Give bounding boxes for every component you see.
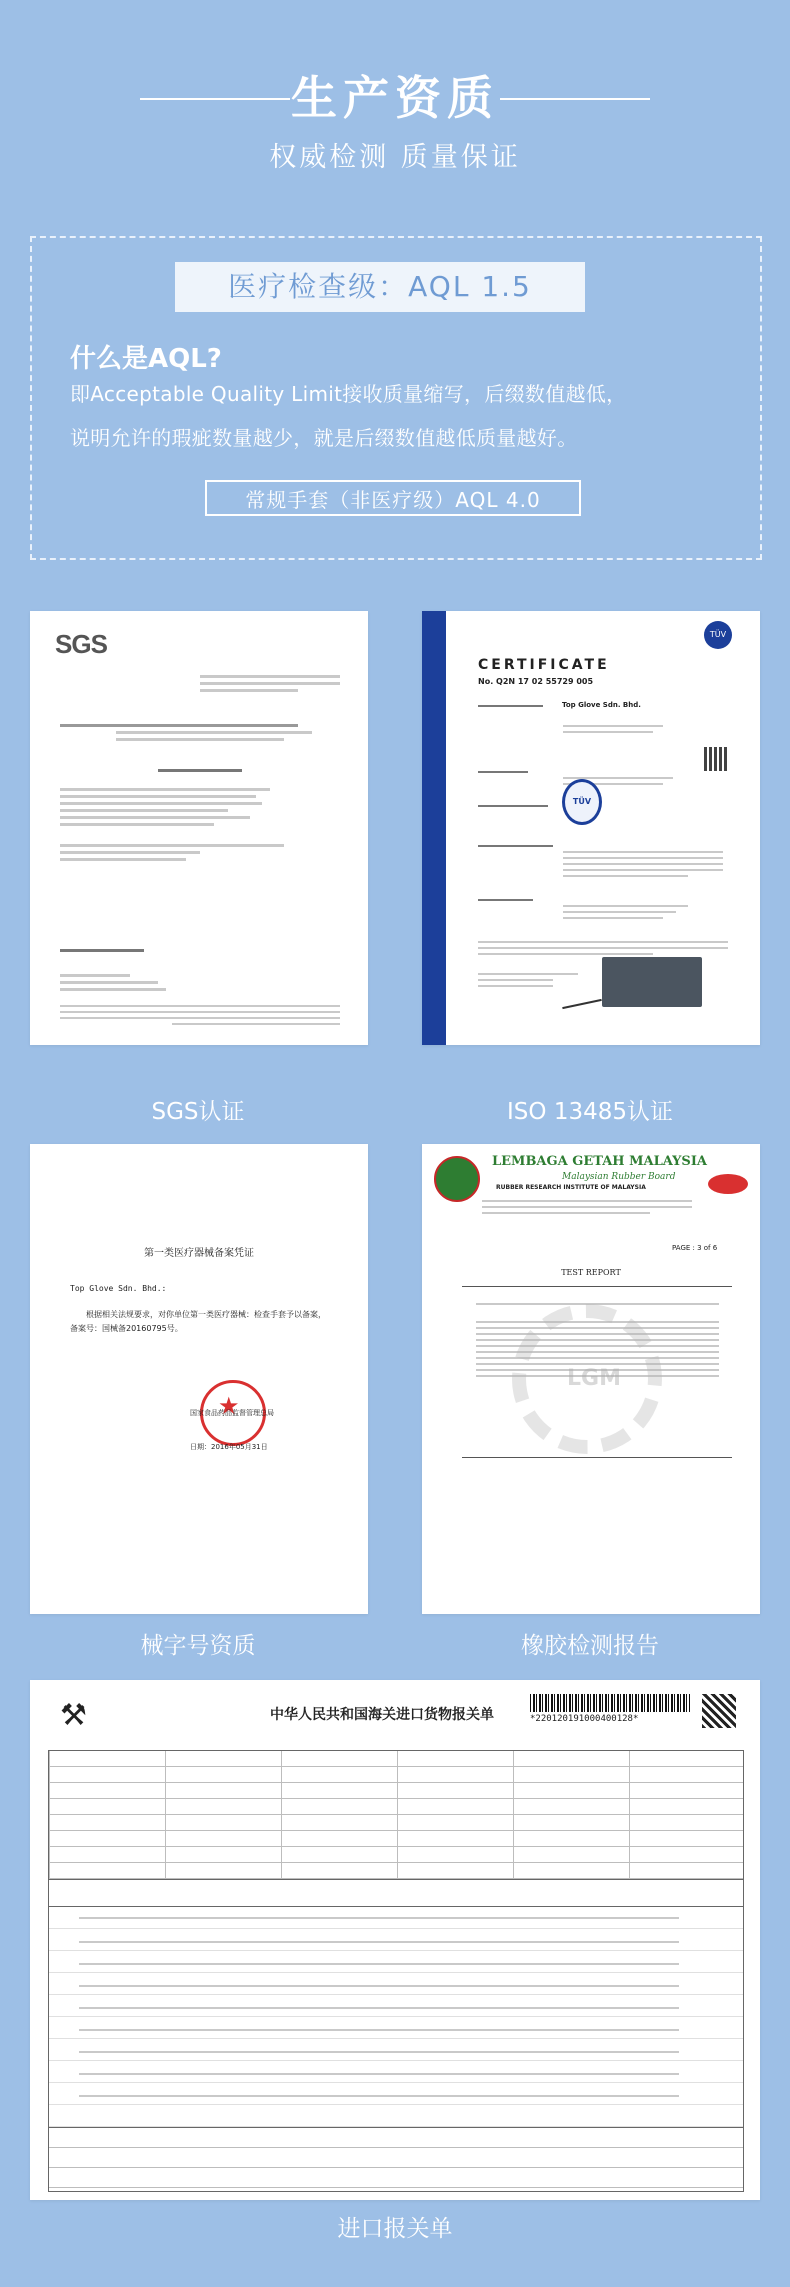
filing-stamp-text: 国家食品药品监督管理总局	[190, 1409, 274, 1417]
sgs-report-body	[60, 671, 340, 1029]
medical-device-filing-image	[30, 1144, 368, 1614]
filing-heading: 第一类医疗器械备案凭证	[144, 1248, 254, 1259]
caption-filing: 械字号资质	[140, 1633, 256, 1659]
customs-qr-icon	[702, 1694, 736, 1728]
iso-heading: CERTIFICATE	[478, 657, 610, 673]
customs-emblem-icon: ⚒	[60, 1698, 87, 1733]
iso-blue-strip	[422, 611, 446, 1045]
caption-customs: 进口报关单	[337, 2216, 453, 2242]
sgs-certificate-image	[30, 611, 368, 1045]
caption-iso: ISO 13485认证	[507, 1099, 673, 1125]
partner-logo-icon	[708, 1174, 748, 1194]
hero-subtitle: 权威检测 质量保证	[269, 142, 521, 173]
tuv-mark-icon: TÜV	[562, 779, 602, 825]
rubber-test-report-image	[422, 1144, 760, 1614]
iso-holder: Top Glove Sdn. Bhd.	[562, 701, 641, 709]
customs-declaration-image	[30, 1680, 760, 2200]
report-title: TEST REPORT	[561, 1268, 621, 1277]
signature	[562, 999, 602, 1009]
filing-company: Top Glove Sdn. Bhd.:	[70, 1284, 167, 1293]
lgm-logo-icon	[434, 1156, 480, 1202]
qr-code-icon	[704, 747, 728, 771]
red-seal-star-icon: ★	[218, 1392, 240, 1420]
watermark-text: LGM	[567, 1366, 621, 1391]
barcode-text: *220120191000400128*	[530, 1714, 639, 1724]
aql-line-2: 说明允许的瑕疵数量越少，就是后缀数值越低质量越好。	[70, 426, 578, 450]
report-page: PAGE : 3 of 6	[672, 1244, 718, 1252]
hologram-sticker	[602, 957, 702, 1007]
aql-badge: 医疗检查级：AQL 1.5	[175, 262, 585, 312]
barcode-icon	[530, 1694, 690, 1712]
org-subtitle: Malaysian Rubber Board	[562, 1172, 676, 1182]
caption-sgs: SGS认证	[151, 1099, 245, 1125]
filing-body: 根据相关法规要求，对你单位第一类医疗器械：检查手套予以备案，备案号：国械备20160795号。	[70, 1310, 326, 1333]
sgs-logo: SGS	[55, 629, 107, 659]
aql-normal-label: 常规手套（非医疗级）AQL 4.0	[205, 480, 581, 516]
customs-form-grid	[48, 1750, 744, 2192]
customs-title: 中华人民共和国海关进口货物报关单	[270, 1707, 494, 1723]
iso-number: No. Q2N 17 02 55729 005	[478, 677, 594, 686]
aql-line-1: 即Acceptable Quality Limit接收质量缩写，后缀数值越低，	[70, 382, 627, 406]
tuv-logo-icon: TÜV	[704, 621, 732, 649]
caption-rubber: 橡胶检测报告	[521, 1633, 659, 1659]
hero-title: 生产资质	[291, 71, 499, 125]
filing-date: 日期：2016年05月31日	[190, 1443, 268, 1451]
iso-certificate-image	[422, 611, 760, 1045]
aql-question: 什么是AQL?	[70, 344, 222, 374]
org-english-name: RUBBER RESEARCH INSTITUTE OF MALAYSIA	[496, 1184, 646, 1191]
org-name: LEMBAGA GETAH MALAYSIA	[492, 1154, 707, 1169]
